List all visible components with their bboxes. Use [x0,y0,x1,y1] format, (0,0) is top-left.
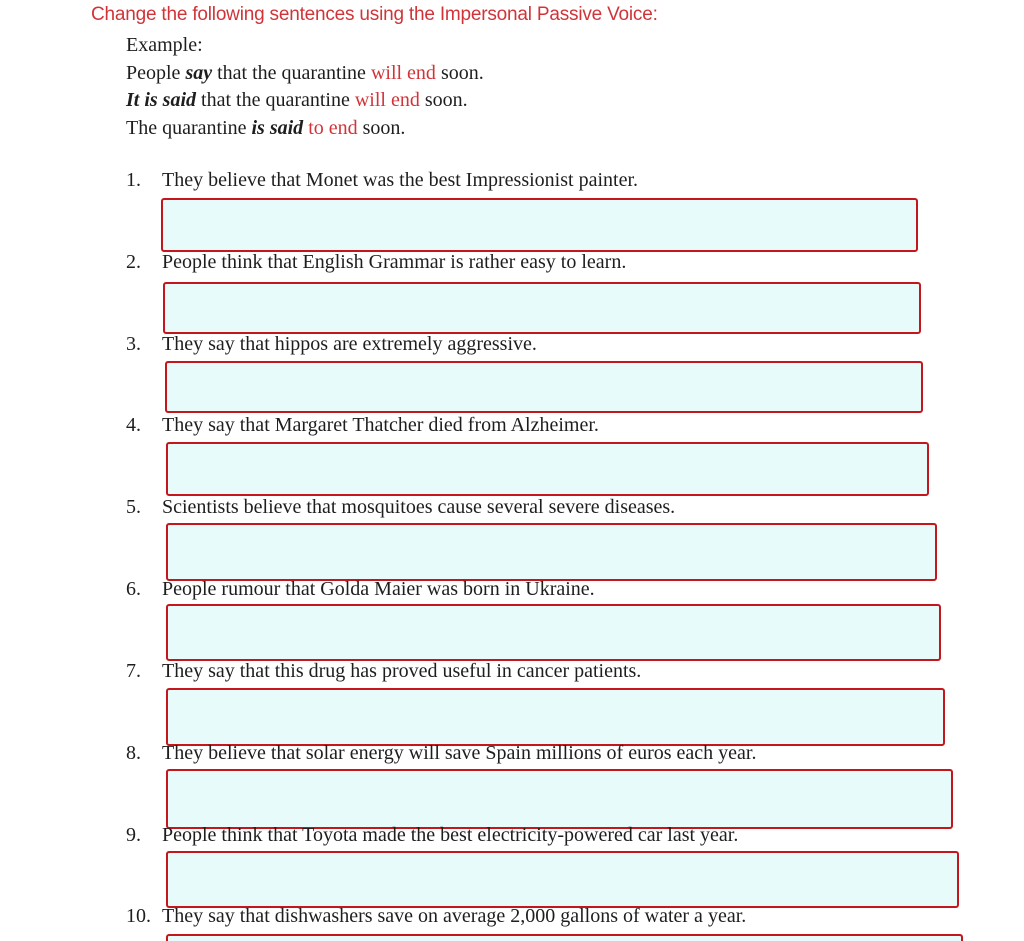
answer-box-8[interactable] [166,769,953,829]
question-5 [126,496,675,519]
question-7 [126,660,641,683]
example-line-3: The quarantine is said to end soon. [126,116,406,139]
question-9 [126,824,738,847]
answer-box-1[interactable] [161,198,918,252]
example-label: Example: [126,34,203,56]
question-4 [126,414,599,437]
answer-box-9[interactable] [166,851,959,908]
question-text: Scientists believe that mosquitoes cause several severe diseases. [162,496,676,518]
example-line-1: People say that the quarantine will end soon. [126,61,484,84]
question-text: They say that hippos are extremely aggressive. [162,333,537,355]
answer-box-10[interactable] [166,934,963,941]
question-6 [126,578,595,601]
question-text: They say that dishwashers save on average 2,000 gallons of water a year. [162,905,747,927]
question-text: People think that Toyota made the best electricity-powered car last year. [162,824,739,846]
answer-box-3[interactable] [165,361,923,413]
question-10 [126,905,746,928]
question-number: 7. [126,660,141,682]
question-number: 8. [126,742,141,764]
question-8 [126,742,756,765]
answer-box-5[interactable] [166,523,937,581]
question-3 [126,333,537,356]
question-number: 2. [126,251,141,273]
answer-box-6[interactable] [166,604,941,661]
question-number: 3. [126,333,141,355]
question-text: They say that Margaret Thatcher died from Alzheimer. [162,414,599,436]
question-number: 4. [126,414,141,436]
answer-box-2[interactable] [163,282,921,334]
question-number: 10. [126,905,151,927]
question-text: They say that this drug has proved useful in cancer patients. [162,660,642,682]
question-number: 6. [126,578,141,600]
question-text: They believe that Monet was the best Impressionist painter. [162,169,638,191]
answer-box-7[interactable] [166,688,945,746]
question-number: 1. [126,169,141,191]
question-text: People think that English Grammar is rather easy to learn. [162,251,627,273]
question-number: 5. [126,496,141,518]
question-text: People rumour that Golda Maier was born in Ukraine. [162,578,595,600]
question-1 [126,169,638,192]
example-line-2: It is said that the quarantine will end soon. [126,89,468,111]
question-text: They believe that solar energy will save Spain millions of euros each year. [162,742,757,764]
example-block [126,32,484,142]
instruction-heading: Change the following sentences using the Impersonal Passive Voice: [91,4,658,25]
question-2 [126,251,626,274]
answer-box-4[interactable] [166,442,929,496]
question-number: 9. [126,824,141,846]
